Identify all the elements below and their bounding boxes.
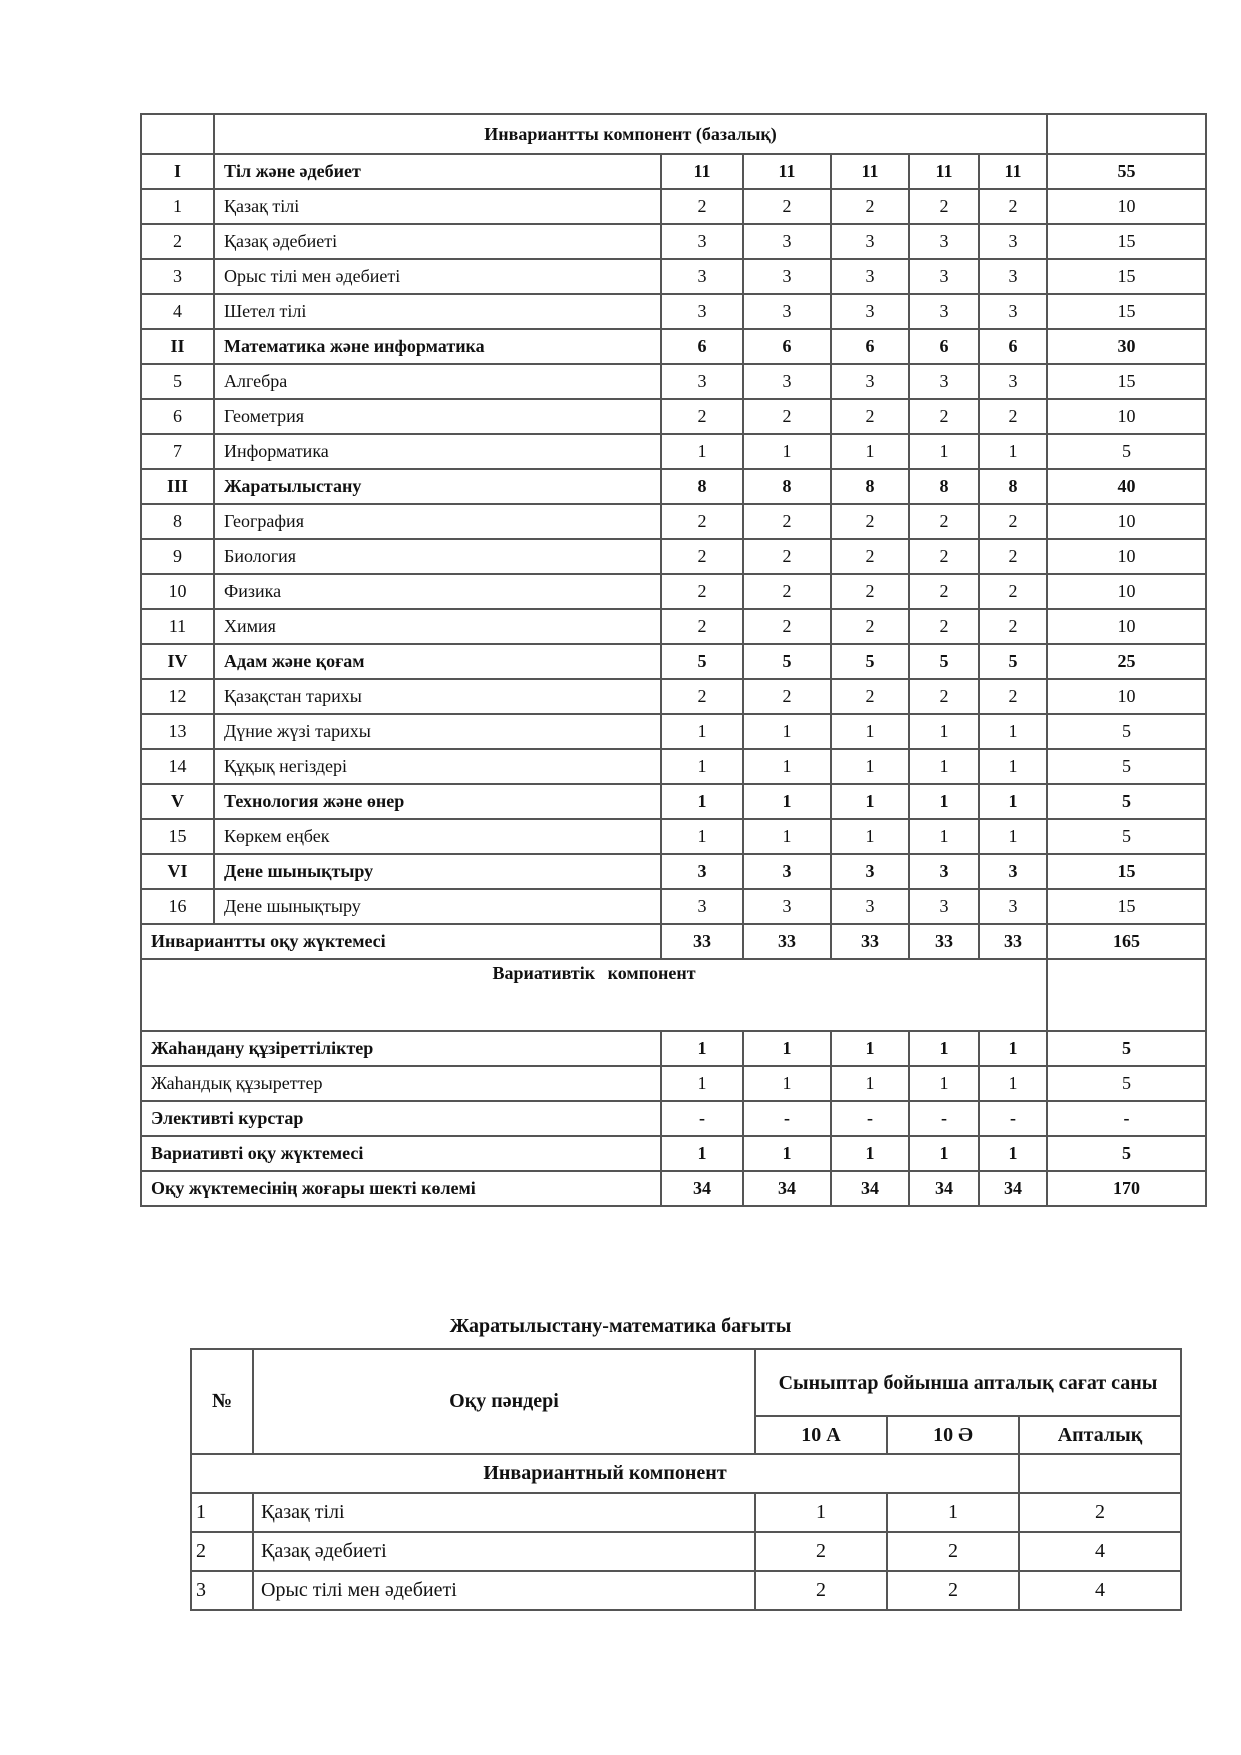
t1-hours-cell: 3 — [743, 854, 831, 889]
t1-summary-label-cell: Вариативті оқу жүктемесі — [141, 1136, 661, 1171]
t2-hours-cell: 2 — [755, 1571, 887, 1610]
t1-row-number-cell: VI — [141, 854, 214, 889]
t1-hours-cell: - — [743, 1101, 831, 1136]
t1-hours-cell: 34 — [831, 1171, 909, 1206]
t1-total-cell: 5 — [1047, 1066, 1206, 1101]
t1-variative-section-label: Вариативтік компонент — [141, 959, 1047, 1031]
t2-subject-row — [191, 1571, 1181, 1610]
t1-subject-name-cell: Орыс тілі мен әдебиеті — [214, 259, 661, 294]
t1-hours-cell: 2 — [909, 539, 979, 574]
t1-summary-row — [141, 1101, 1206, 1136]
t1-row-number-cell: 1 — [141, 189, 214, 224]
t1-hours-cell: 1 — [979, 714, 1047, 749]
t1-total-cell: 5 — [1047, 434, 1206, 469]
t1-hours-cell: 2 — [979, 189, 1047, 224]
t1-total-cell: 170 — [1047, 1171, 1206, 1206]
t1-subject-name-cell: География — [214, 504, 661, 539]
t1-subject-name-cell: Дене шынықтыру — [214, 854, 661, 889]
t1-summary-row — [141, 1031, 1206, 1066]
t1-subject-name-cell: Дене шынықтыру — [214, 889, 661, 924]
t2-hours-cell: 2 — [755, 1532, 887, 1571]
t1-hours-cell: 2 — [661, 609, 743, 644]
t1-subject-row — [141, 714, 1206, 749]
t1-hours-cell: 1 — [909, 434, 979, 469]
t1-hours-cell: 1 — [831, 784, 909, 819]
t1-hours-cell: 3 — [831, 854, 909, 889]
t1-subject-name-cell: Адам және қоғам — [214, 644, 661, 679]
t1-hours-cell: 1 — [909, 1066, 979, 1101]
t1-row-number-cell: 14 — [141, 749, 214, 784]
t1-hours-cell: 1 — [831, 1066, 909, 1101]
t1-hours-cell: 2 — [831, 679, 909, 714]
t1-hours-cell: 2 — [909, 189, 979, 224]
t1-row-number-cell: 6 — [141, 399, 214, 434]
t1-subject-row — [141, 819, 1206, 854]
t1-hours-cell: 3 — [831, 259, 909, 294]
t1-total-cell: 10 — [1047, 539, 1206, 574]
t1-hours-cell: 5 — [909, 644, 979, 679]
t1-total-cell: 15 — [1047, 294, 1206, 329]
t1-total-cell: 30 — [1047, 329, 1206, 364]
t1-subject-name-cell: Қазақ әдебиеті — [214, 224, 661, 259]
t1-hours-cell: 33 — [909, 924, 979, 959]
t1-total-cell: 15 — [1047, 889, 1206, 924]
t1-hours-cell: 2 — [831, 399, 909, 434]
t1-hours-cell: 1 — [909, 1136, 979, 1171]
t1-variative-section-empty-cell — [1047, 959, 1206, 1031]
t1-subject-name-cell: Қазақстан тарихы — [214, 679, 661, 714]
t1-hours-cell: 3 — [661, 259, 743, 294]
t1-hours-cell: - — [661, 1101, 743, 1136]
t1-subject-name-cell: Шетел тілі — [214, 294, 661, 329]
t1-hours-cell: 2 — [661, 504, 743, 539]
t1-row-number-cell: II — [141, 329, 214, 364]
t1-hours-cell: 2 — [831, 189, 909, 224]
t2-hours-cell: 1 — [755, 1493, 887, 1532]
t1-hours-cell: 33 — [979, 924, 1047, 959]
t1-hours-cell: 3 — [979, 364, 1047, 399]
t1-header-title-cell: Инвариантты компонент (базалық) — [214, 114, 1047, 154]
t1-hours-cell: - — [831, 1101, 909, 1136]
t1-hours-cell: 6 — [979, 329, 1047, 364]
t1-hours-cell: 1 — [979, 1066, 1047, 1101]
t1-total-cell: 15 — [1047, 259, 1206, 294]
t1-hours-cell: 1 — [661, 1031, 743, 1066]
t1-subject-name-cell: Қазақ тілі — [214, 189, 661, 224]
t1-total-cell: 165 — [1047, 924, 1206, 959]
t1-total-cell: 15 — [1047, 224, 1206, 259]
t1-hours-cell: 1 — [661, 434, 743, 469]
t1-subject-row — [141, 329, 1206, 364]
t1-hours-cell: - — [979, 1101, 1047, 1136]
t1-hours-cell: 3 — [979, 224, 1047, 259]
t1-hours-cell: 3 — [909, 854, 979, 889]
t1-total-cell: 10 — [1047, 574, 1206, 609]
t1-hours-cell: 11 — [979, 154, 1047, 189]
t1-hours-cell: 11 — [743, 154, 831, 189]
t1-hours-cell: 5 — [979, 644, 1047, 679]
t1-hours-cell: 2 — [979, 504, 1047, 539]
t1-hours-cell: 3 — [909, 259, 979, 294]
t1-hours-cell: 2 — [979, 574, 1047, 609]
table2-title: Жаратылыстану-математика бағыты — [449, 1315, 792, 1337]
t1-hours-cell: 33 — [743, 924, 831, 959]
t1-hours-cell: 5 — [743, 644, 831, 679]
t1-variative-section-row — [141, 959, 1206, 1031]
t1-hours-cell: 1 — [979, 819, 1047, 854]
t1-row-number-cell: 3 — [141, 259, 214, 294]
t1-hours-cell: 3 — [743, 259, 831, 294]
t1-hours-cell: 1 — [979, 749, 1047, 784]
t1-subject-name-cell: Биология — [214, 539, 661, 574]
t1-hours-cell: 2 — [909, 399, 979, 434]
t1-subject-row — [141, 539, 1206, 574]
t1-hours-cell: 3 — [979, 259, 1047, 294]
t1-total-cell: 10 — [1047, 399, 1206, 434]
t1-subject-row — [141, 189, 1206, 224]
t1-subject-row — [141, 224, 1206, 259]
t1-row-number-cell: 7 — [141, 434, 214, 469]
t1-total-cell: 55 — [1047, 154, 1206, 189]
t1-hours-cell: 3 — [979, 889, 1047, 924]
t1-hours-cell: 2 — [743, 539, 831, 574]
t1-header-empty-total-cell — [1047, 114, 1206, 154]
t1-hours-cell: 1 — [743, 819, 831, 854]
t1-total-cell: 15 — [1047, 364, 1206, 399]
t1-hours-cell: 2 — [831, 574, 909, 609]
t2-row-number-cell: 3 — [191, 1571, 253, 1610]
t1-hours-cell: 8 — [979, 469, 1047, 504]
t1-total-cell: 10 — [1047, 609, 1206, 644]
t1-hours-cell: 2 — [909, 679, 979, 714]
t1-hours-cell: 1 — [831, 749, 909, 784]
t1-hours-cell: 3 — [661, 889, 743, 924]
t1-hours-cell: 1 — [831, 714, 909, 749]
t1-hours-cell: 8 — [743, 469, 831, 504]
t1-total-cell: - — [1047, 1101, 1206, 1136]
t1-row-number-cell: 13 — [141, 714, 214, 749]
t1-hours-cell: 1 — [909, 714, 979, 749]
t1-row-number-cell: 4 — [141, 294, 214, 329]
t1-hours-cell: 33 — [661, 924, 743, 959]
t1-hours-cell: 3 — [743, 224, 831, 259]
t1-subject-name-cell: Технология және өнер — [214, 784, 661, 819]
t2-header-row-1 — [191, 1349, 1181, 1416]
t1-hours-cell: 2 — [743, 574, 831, 609]
t1-hours-cell: 5 — [831, 644, 909, 679]
t1-subject-row — [141, 784, 1206, 819]
t1-row-number-cell: 2 — [141, 224, 214, 259]
t1-hours-cell: 3 — [909, 364, 979, 399]
t1-hours-cell: 1 — [979, 784, 1047, 819]
t1-hours-cell: 1 — [831, 819, 909, 854]
t1-hours-cell: 2 — [979, 679, 1047, 714]
t1-subject-name-cell: Жаратылыстану — [214, 469, 661, 504]
t1-total-cell: 25 — [1047, 644, 1206, 679]
t1-hours-cell: 8 — [909, 469, 979, 504]
t1-hours-cell: 8 — [661, 469, 743, 504]
t1-hours-cell: 2 — [831, 609, 909, 644]
invariant-component-table — [140, 113, 1207, 1207]
t1-hours-cell: 6 — [743, 329, 831, 364]
t1-row-number-cell: III — [141, 469, 214, 504]
t1-hours-cell: 6 — [661, 329, 743, 364]
t1-hours-cell: 1 — [661, 784, 743, 819]
t1-row-number-cell: 5 — [141, 364, 214, 399]
t1-total-cell: 5 — [1047, 819, 1206, 854]
t1-hours-cell: 1 — [661, 1066, 743, 1101]
t1-hours-cell: 1 — [743, 434, 831, 469]
t1-hours-cell: 3 — [909, 224, 979, 259]
t1-subject-name-cell: Химия — [214, 609, 661, 644]
t1-hours-cell: 3 — [831, 889, 909, 924]
t1-hours-cell: 1 — [661, 819, 743, 854]
direction-table — [190, 1348, 1182, 1611]
t1-hours-cell: 1 — [661, 749, 743, 784]
t1-subject-name-cell: Информатика — [214, 434, 661, 469]
t1-hours-cell: 34 — [743, 1171, 831, 1206]
t1-hours-cell: 1 — [743, 784, 831, 819]
t2-subject-row — [191, 1493, 1181, 1532]
t1-hours-cell: 2 — [743, 609, 831, 644]
t1-summary-row — [141, 1066, 1206, 1101]
t1-subject-name-cell: Математика және информатика — [214, 329, 661, 364]
t2-section-empty-cell — [1019, 1454, 1181, 1493]
t1-row-number-cell: I — [141, 154, 214, 189]
t2-num-column-header: № — [191, 1349, 253, 1454]
t2-hours-cell: 2 — [887, 1532, 1019, 1571]
t1-hours-cell: 2 — [661, 189, 743, 224]
t1-row-number-cell: 15 — [141, 819, 214, 854]
t1-row-number-cell: 16 — [141, 889, 214, 924]
t1-total-cell: 5 — [1047, 749, 1206, 784]
t1-subject-name-cell: Алгебра — [214, 364, 661, 399]
t1-subject-row — [141, 889, 1206, 924]
t1-hours-cell: 3 — [831, 294, 909, 329]
t2-class-10a-header: 10 А — [755, 1416, 887, 1454]
t2-subject-row — [191, 1532, 1181, 1571]
t1-row-number-cell: 12 — [141, 679, 214, 714]
t2-subject-name-cell: Қазақ әдебиеті — [253, 1532, 755, 1571]
t1-hours-cell: 11 — [909, 154, 979, 189]
t1-hours-cell: 2 — [743, 189, 831, 224]
t1-total-cell: 10 — [1047, 504, 1206, 539]
t2-group-header: Сыныптар бойынша апталық сағат саны — [755, 1349, 1181, 1416]
direction-table-body — [191, 1349, 1181, 1610]
t1-hours-cell: 1 — [909, 819, 979, 854]
t1-hours-cell: 1 — [979, 1136, 1047, 1171]
t1-summary-label-cell: Оқу жүктемесінің жоғары шекті көлемі — [141, 1171, 661, 1206]
t1-hours-cell: 34 — [909, 1171, 979, 1206]
t1-hours-cell: 2 — [661, 539, 743, 574]
t2-hours-cell: 1 — [887, 1493, 1019, 1532]
t1-row-number-cell: IV — [141, 644, 214, 679]
t1-row-number-cell: 11 — [141, 609, 214, 644]
t1-hours-cell: 2 — [661, 679, 743, 714]
t1-hours-cell: 1 — [909, 1031, 979, 1066]
t2-class-10b-header: 10 Ә — [887, 1416, 1019, 1454]
t1-subject-row — [141, 294, 1206, 329]
t1-subject-row — [141, 609, 1206, 644]
invariant-table-body — [141, 114, 1206, 1206]
t1-hours-cell: 2 — [979, 539, 1047, 574]
t1-total-cell: 5 — [1047, 1031, 1206, 1066]
t1-hours-cell: 1 — [909, 749, 979, 784]
t1-subject-row — [141, 434, 1206, 469]
t1-hours-cell: 11 — [661, 154, 743, 189]
t1-summary-label-cell: Жаһандану құзіреттіліктер — [141, 1031, 661, 1066]
t1-hours-cell: 33 — [831, 924, 909, 959]
t1-hours-cell: 2 — [909, 504, 979, 539]
t1-hours-cell: 3 — [909, 889, 979, 924]
t1-subject-name-cell: Дүние жүзі тарихы — [214, 714, 661, 749]
t1-subject-row — [141, 644, 1206, 679]
t1-hours-cell: 1 — [979, 434, 1047, 469]
t1-subject-row — [141, 679, 1206, 714]
t1-hours-cell: 1 — [743, 1136, 831, 1171]
t1-row-number-cell: 8 — [141, 504, 214, 539]
t1-summary-label-cell: Элективті курстар — [141, 1101, 661, 1136]
t1-hours-cell: 1 — [909, 784, 979, 819]
t2-row-number-cell: 2 — [191, 1532, 253, 1571]
t1-summary-label-cell: Инвариантты оқу жүктемесі — [141, 924, 661, 959]
t1-hours-cell: 34 — [661, 1171, 743, 1206]
t1-subject-row — [141, 399, 1206, 434]
t1-subject-row — [141, 749, 1206, 784]
t1-hours-cell: 2 — [831, 504, 909, 539]
t1-row-number-cell: V — [141, 784, 214, 819]
t1-hours-cell: 3 — [661, 854, 743, 889]
t1-hours-cell: 6 — [909, 329, 979, 364]
t1-hours-cell: 2 — [743, 679, 831, 714]
t1-subject-row — [141, 469, 1206, 504]
t2-hours-cell: 4 — [1019, 1571, 1181, 1610]
t1-summary-label-cell: Жаһандық құзыреттер — [141, 1066, 661, 1101]
t1-hours-cell: 2 — [909, 574, 979, 609]
t2-subject-name-cell: Қазақ тілі — [253, 1493, 755, 1532]
t1-hours-cell: 34 — [979, 1171, 1047, 1206]
t1-hours-cell: 3 — [831, 364, 909, 399]
t2-row-number-cell: 1 — [191, 1493, 253, 1532]
t1-subject-name-cell: Көркем еңбек — [214, 819, 661, 854]
t1-hours-cell: 1 — [743, 714, 831, 749]
t1-hours-cell: 8 — [831, 469, 909, 504]
t1-hours-cell: 3 — [979, 294, 1047, 329]
t1-hours-cell: 3 — [979, 854, 1047, 889]
t1-hours-cell: 1 — [743, 749, 831, 784]
t1-hours-cell: 2 — [743, 504, 831, 539]
t1-hours-cell: 3 — [661, 224, 743, 259]
t1-row-number-cell: 9 — [141, 539, 214, 574]
t1-hours-cell: 1 — [831, 1031, 909, 1066]
t1-subject-row — [141, 154, 1206, 189]
t1-total-cell: 5 — [1047, 784, 1206, 819]
t1-hours-cell: 1 — [831, 1136, 909, 1171]
t1-hours-cell: 3 — [743, 889, 831, 924]
t1-hours-cell: 11 — [831, 154, 909, 189]
t1-hours-cell: 2 — [979, 609, 1047, 644]
t1-hours-cell: 2 — [743, 399, 831, 434]
t1-summary-row — [141, 1136, 1206, 1171]
t1-header-empty-num-cell — [141, 114, 214, 154]
t1-total-cell: 5 — [1047, 1136, 1206, 1171]
t2-hours-cell: 2 — [1019, 1493, 1181, 1532]
t1-hours-cell: 2 — [661, 574, 743, 609]
t1-subject-row — [141, 259, 1206, 294]
t1-header-row — [141, 114, 1206, 154]
t1-hours-cell: - — [909, 1101, 979, 1136]
t1-hours-cell: 1 — [743, 1031, 831, 1066]
t1-hours-cell: 3 — [661, 364, 743, 399]
t1-subject-row — [141, 574, 1206, 609]
t1-total-cell: 5 — [1047, 714, 1206, 749]
t1-summary-row — [141, 1171, 1206, 1206]
t1-subject-name-cell: Тіл және әдебиет — [214, 154, 661, 189]
t1-hours-cell: 3 — [909, 294, 979, 329]
t1-subject-name-cell: Құқық негіздері — [214, 749, 661, 784]
t2-weekly-header: Апталық — [1019, 1416, 1181, 1454]
t1-total-cell: 10 — [1047, 189, 1206, 224]
t1-hours-cell: 3 — [743, 364, 831, 399]
t1-summary-row — [141, 924, 1206, 959]
t1-subject-row — [141, 504, 1206, 539]
t1-total-cell: 10 — [1047, 679, 1206, 714]
t2-hours-cell: 4 — [1019, 1532, 1181, 1571]
t1-hours-cell: 1 — [831, 434, 909, 469]
t2-section-label: Инвариантный компонент — [191, 1454, 1019, 1493]
t1-hours-cell: 2 — [909, 609, 979, 644]
t2-hours-cell: 2 — [887, 1571, 1019, 1610]
t1-hours-cell: 3 — [743, 294, 831, 329]
t1-hours-cell: 2 — [831, 539, 909, 574]
t1-hours-cell: 1 — [979, 1031, 1047, 1066]
t1-hours-cell: 1 — [661, 714, 743, 749]
t1-hours-cell: 6 — [831, 329, 909, 364]
t1-hours-cell: 1 — [661, 1136, 743, 1171]
t1-total-cell: 15 — [1047, 854, 1206, 889]
t1-subject-row — [141, 364, 1206, 399]
t1-hours-cell: 2 — [979, 399, 1047, 434]
t1-subject-name-cell: Геометрия — [214, 399, 661, 434]
t1-subject-name-cell: Физика — [214, 574, 661, 609]
t1-hours-cell: 3 — [661, 294, 743, 329]
t1-row-number-cell: 10 — [141, 574, 214, 609]
t1-hours-cell: 5 — [661, 644, 743, 679]
t1-total-cell: 40 — [1047, 469, 1206, 504]
t2-subject-column-header: Оқу пәндері — [253, 1349, 755, 1454]
t1-hours-cell: 3 — [831, 224, 909, 259]
t2-subject-name-cell: Орыс тілі мен әдебиеті — [253, 1571, 755, 1610]
t1-hours-cell: 2 — [661, 399, 743, 434]
t1-hours-cell: 1 — [743, 1066, 831, 1101]
t1-subject-row — [141, 854, 1206, 889]
t2-section-row — [191, 1454, 1181, 1493]
